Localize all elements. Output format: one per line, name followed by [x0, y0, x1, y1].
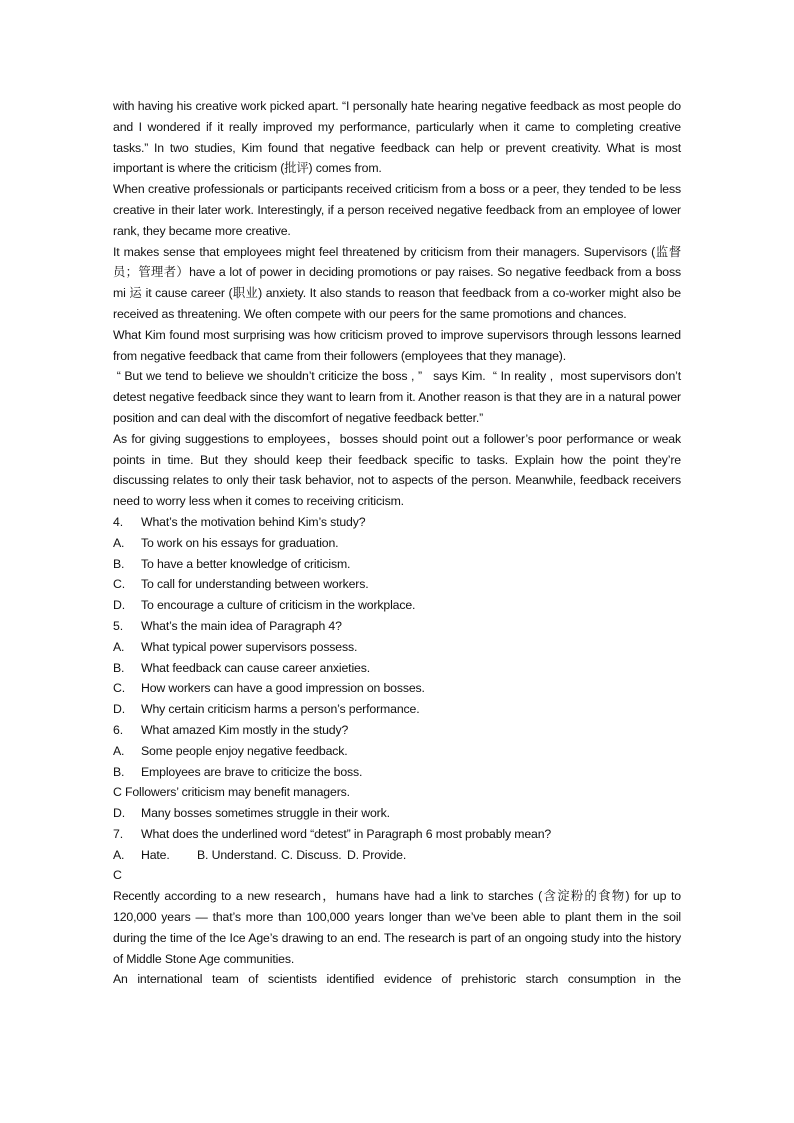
answer-option-d [113, 803, 681, 824]
option-a-text: Hate. [141, 847, 170, 862]
answer-option-c [113, 574, 681, 595]
paragraph-c-1: Recently according to a new research，humans have had a link to starches (含淀粉的食物) for up to 120,000 years — that’s more than 100,000 years longer than we’ve been able to plant them in the soil during the time of the Ice Age’s drawing to an end. The research is part of an ongoing study into the history of Middle Stone Age communities. [113, 889, 681, 966]
question-5 [113, 616, 681, 720]
question-number: 6. [113, 722, 123, 737]
paragraph-5-quote: “ But we tend to believe we shouldn’t criticize the boss , ” says Kim. “ In reality , most supervisors don’t detest negative feedback since they want to learn from it. Another reason is that they are in a natural power position and can deal with the discomfort of negative feedback better.” [113, 369, 685, 425]
option-text: To work on his essays for graduation. [141, 535, 339, 550]
question-text: What amazed Kim mostly in the study? [141, 722, 349, 737]
option-b-text: B. Understand. [197, 847, 277, 862]
paragraph-c-2: An international team of scientists identified evidence of prehistoric starch consumption in the [113, 972, 681, 987]
paragraph-4: What Kim found most surprising was how criticism proved to improve supervisors through lessons learned from negative feedback that came from their followers (employees that they manage). [113, 327, 681, 363]
question-stem [113, 512, 681, 533]
option-label: A. [113, 535, 125, 550]
option-label: A. [113, 847, 125, 862]
question-4 [113, 512, 681, 616]
question-text: What’s the motivation behind Kim’s study? [141, 514, 366, 529]
option-label: C. [113, 681, 125, 696]
section-heading: C [113, 868, 122, 883]
answer-option-c [113, 678, 681, 699]
option-label: A. [113, 639, 125, 654]
paragraph-2: When creative professionals or participants received criticism from a boss or a peer, they tended to be less creative in their later work. Interestingly, if a person received negative feedback from an employee of lower rank, they became more creative. [113, 182, 681, 238]
option-text: Some people enjoy negative feedback. [141, 743, 348, 758]
answer-option-a [113, 637, 681, 658]
answer-option-b [113, 658, 681, 679]
answer-options-inline [113, 845, 681, 866]
answer-option-b [113, 762, 681, 783]
option-d-text: D. Provide. [346, 847, 407, 862]
paragraph-1: with having his creative work picked apart. “I personally hate hearing negative feedback as most people do and I wondered if it really improved my performance, particularly when it came to completing creative tasks.” In two studies, Kim found that negative feedback can help or prevent creativity. What is most important is where the criticism (批评) comes from. [113, 99, 681, 176]
question-stem [113, 824, 681, 845]
option-text: What feedback can cause career anxieties. [141, 660, 370, 675]
option-text: Employees are brave to criticize the boss. [141, 764, 363, 779]
option-label: C. [113, 577, 125, 592]
option-text: Many bosses sometimes struggle in their work. [141, 806, 390, 821]
document-page [113, 96, 685, 990]
option-text: Why certain criticism harms a person’s performance. [141, 702, 420, 717]
option-text: To encourage a culture of criticism in the workplace. [141, 598, 416, 613]
option-text: To call for understanding between workers. [141, 577, 369, 592]
option-text: How workers can have a good impression on bosses. [141, 681, 425, 696]
answer-option-b [113, 554, 681, 575]
answer-option-c: C Followers’ criticism may benefit managers. [113, 785, 350, 800]
option-text: To have a better knowledge of criticism. [141, 556, 351, 571]
question-number: 7. [113, 826, 123, 841]
option-label: D. [113, 806, 125, 821]
option-text: What typical power supervisors possess. [141, 639, 358, 654]
option-label: A. [113, 743, 125, 758]
question-6 [113, 720, 681, 824]
question-stem [113, 720, 681, 741]
question-7 [113, 824, 681, 866]
answer-option-a [113, 533, 681, 554]
option-label: D. [113, 598, 125, 613]
option-label: D. [113, 702, 125, 717]
answer-option-d [113, 699, 681, 720]
answer-option-a [113, 741, 681, 762]
question-text: What’s the main idea of Paragraph 4? [141, 618, 342, 633]
paragraph-6: As for giving suggestions to employees，bosses should point out a follower’s poor performance or weak points in time. But they should keep their feedback specific to tasks. Explain how the point they’re discussing relates to only their task behavior, not to aspects of the person. Meanwhile, feedback receivers need to worry less when it comes to receiving criticism. [113, 431, 681, 509]
option-label: B. [113, 556, 125, 571]
option-label: B. [113, 660, 125, 675]
paragraph-3: It makes sense that employees might feel threatened by criticism from their managers. Supervisors (监督员；管理者）have a lot of power in deciding promotions or pay raises. So negative feedback from a boss mi 运 it cause career (职业) anxiety. It also stands to reason that feedback from a co-worker might also be received as threatening. We often compete with our peers for the same promotions and chances. [113, 244, 681, 321]
question-number: 5. [113, 618, 123, 633]
answer-option-d [113, 595, 681, 616]
option-label: B. [113, 764, 125, 779]
option-c-text: C. Discuss. [280, 847, 342, 862]
question-stem [113, 616, 681, 637]
question-text: What does the underlined word “detest” in Paragraph 6 most probably mean? [141, 826, 552, 841]
question-number: 4. [113, 514, 123, 529]
